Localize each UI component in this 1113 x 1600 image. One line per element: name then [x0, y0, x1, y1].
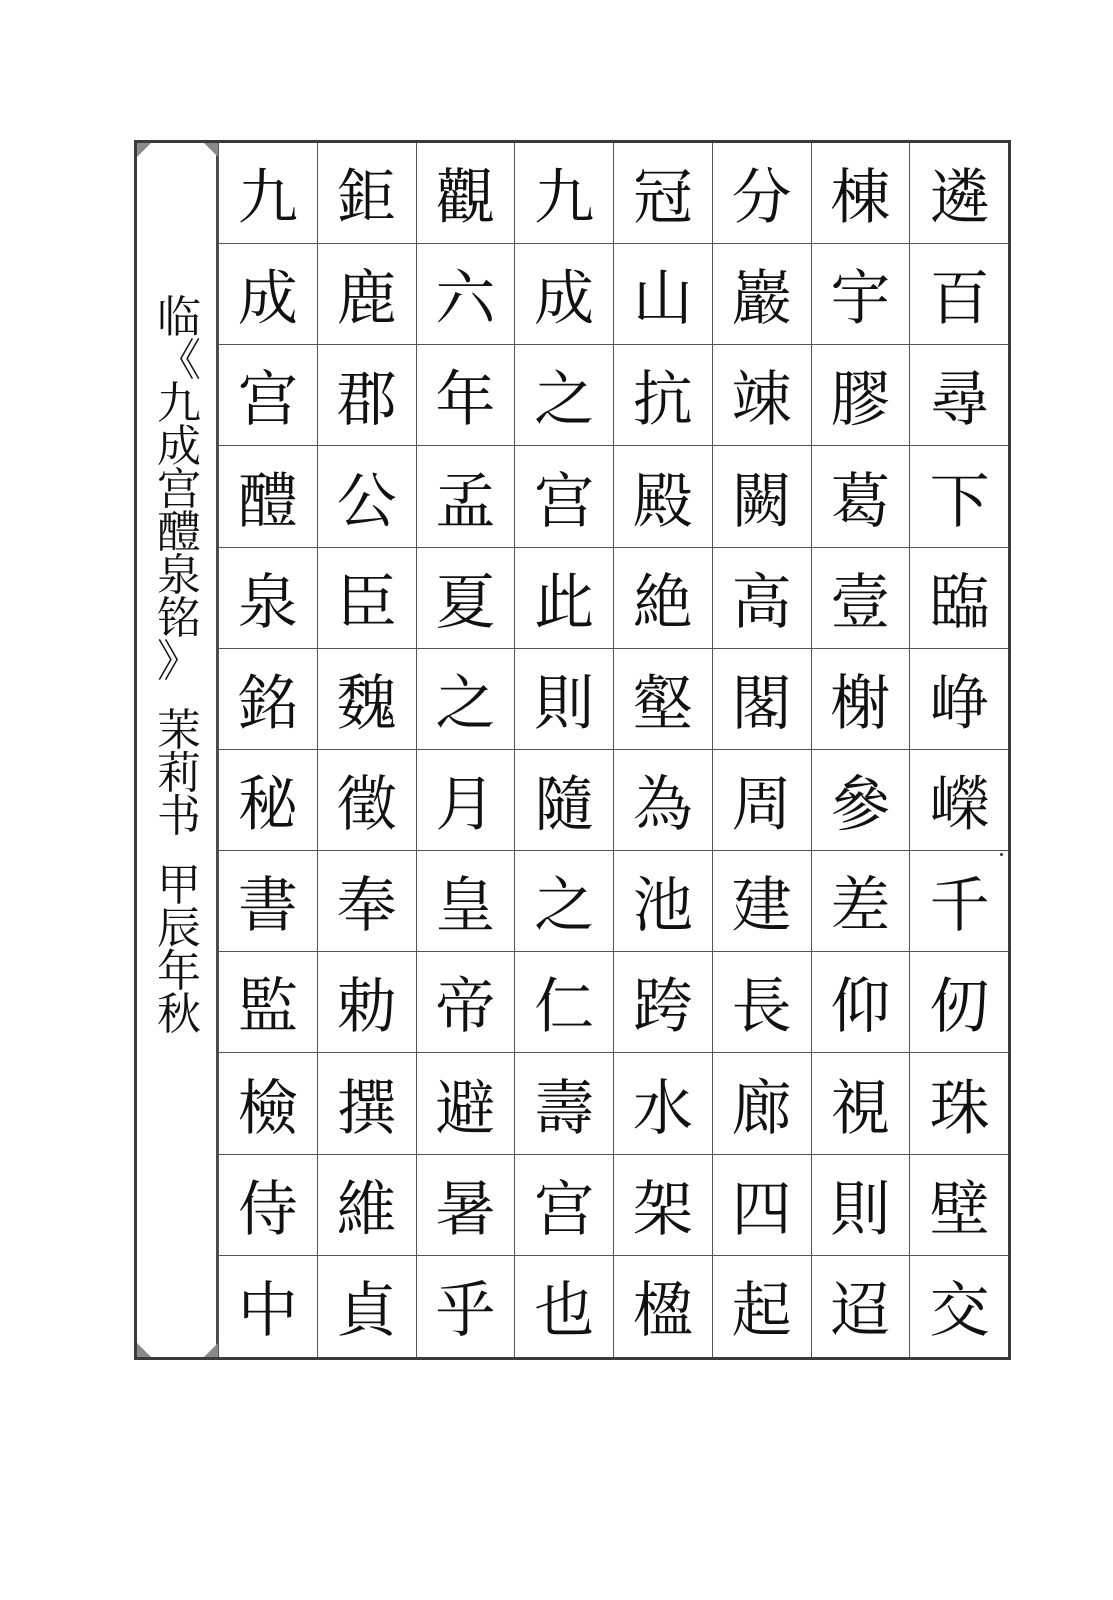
grid-cell: 壁: [910, 1155, 1009, 1256]
grid-cell: 九: [515, 143, 614, 244]
calligraphy-sheet: [134, 140, 1011, 1360]
grid-cell: 架: [614, 1155, 713, 1256]
grid-cell: 嶸: [910, 750, 1009, 851]
grid-cell: 則: [812, 1155, 911, 1256]
grid-cell: 公: [318, 446, 417, 547]
inscription-text: [148, 292, 210, 1040]
grid-cell: 闕: [713, 446, 812, 547]
grid-cell: 為: [614, 750, 713, 851]
grid-cell: 迢: [812, 1256, 911, 1357]
grid-cell: 差: [812, 851, 911, 952]
grid-cell: 周: [713, 750, 812, 851]
inscription-char: 醴: [157, 507, 201, 558]
grid-cell: 秘: [219, 750, 318, 851]
grid-cell: 維: [318, 1155, 417, 1256]
grid-cell: 年: [417, 345, 516, 446]
inscription-char: 辰: [157, 903, 201, 954]
grid-cell: 宫: [515, 1155, 614, 1256]
grid-cell: 鹿: [318, 244, 417, 345]
grid-cell: 楹: [614, 1256, 713, 1357]
grid-cell: 中: [219, 1256, 318, 1357]
grid-cell: 殿: [614, 446, 713, 547]
grid-cell: 交: [929, 1276, 990, 1347]
grid-cell: 觀: [417, 143, 516, 244]
grid-cell: 起: [713, 1256, 812, 1357]
grid-cell: 書: [219, 851, 318, 952]
grid-cell: 監: [219, 952, 318, 1053]
grid-cell: 抗: [614, 345, 713, 446]
grid-cell: 避: [417, 1053, 516, 1154]
inscription-char: 书: [157, 791, 201, 842]
grid-cell: 絶: [614, 548, 713, 649]
grid-cell: 孟: [417, 446, 516, 547]
grid-cell: 暑: [417, 1155, 516, 1256]
grid-cell: 之: [417, 649, 516, 750]
grid-cell: 池: [614, 851, 713, 952]
inscription-char: 泉: [157, 550, 201, 601]
grid-cell: 鉅: [318, 143, 417, 244]
inscription-column: [140, 146, 218, 1354]
grid-cell: 峥: [910, 649, 1009, 750]
grid-cell: 夏: [417, 548, 516, 649]
corner-ornament: [137, 1343, 151, 1357]
grid-cell: 檢: [219, 1053, 318, 1154]
grid-cell: 宇: [812, 244, 911, 345]
corner-ornament: [204, 143, 218, 157]
grid-cell: 壽: [515, 1053, 614, 1154]
grid-cell: 尋: [910, 345, 1009, 446]
grid-cell: 長: [713, 952, 812, 1053]
grid-cell: 皇: [417, 851, 516, 952]
grid-cell: 仞: [910, 952, 1009, 1053]
ink-dot: [1000, 853, 1003, 856]
grid-cell: 乎: [417, 1256, 516, 1357]
grid-cell: 棟: [812, 143, 911, 244]
inscription-char: 宫: [157, 464, 201, 515]
inscription-char: 莉: [157, 748, 201, 799]
grid-cell: 銘: [219, 649, 318, 750]
grid-cell: 貞: [318, 1256, 417, 1357]
grid-cell: 竦: [713, 345, 812, 446]
grid-cell: 仰: [812, 952, 911, 1053]
inscription-char: 茉: [157, 705, 201, 756]
grid-cell: 撰: [318, 1053, 417, 1154]
inscription-char: 》: [157, 636, 201, 687]
grid-cell: 下: [910, 446, 1009, 547]
grid-cell: 巖: [713, 244, 812, 345]
grid-cell: 隨: [515, 750, 614, 851]
inscription-char: 《: [157, 335, 201, 386]
grid-cell: 珠: [910, 1053, 1009, 1154]
inscription-char: 甲: [157, 860, 201, 911]
grid-cell: 也: [515, 1256, 614, 1357]
grid-cell: 勅: [318, 952, 417, 1053]
grid-cell: 水: [614, 1053, 713, 1154]
grid-cell: 帝: [417, 952, 516, 1053]
grid-cell: 冠: [614, 143, 713, 244]
grid-cell: 宫: [515, 446, 614, 547]
grid-cell: 跨: [614, 952, 713, 1053]
grid-cell: 視: [812, 1053, 911, 1154]
grid-cell: 侍: [219, 1155, 318, 1256]
grid-cell: 壹: [812, 548, 911, 649]
grid-cell: 四: [713, 1155, 812, 1256]
grid-cell: 山: [614, 244, 713, 345]
grid-cell: 月: [417, 750, 516, 851]
grid-cell: 此: [515, 548, 614, 649]
grid-cell: 膠: [812, 345, 911, 446]
grid-cell: 郡: [318, 345, 417, 446]
grid-cell: 分: [713, 143, 812, 244]
inscription-char: 临: [157, 292, 201, 343]
grid-cell: 廊: [713, 1053, 812, 1154]
grid-cell: 葛: [812, 446, 911, 547]
inscription-char: 成: [157, 421, 201, 472]
grid-cell: 高: [713, 548, 812, 649]
grid-cell: 榭: [812, 649, 911, 750]
grid-cell: 參: [812, 750, 911, 851]
grid-cell: 宫: [219, 345, 318, 446]
inscription-char: 铭: [157, 593, 201, 644]
grid-cell: 成: [219, 244, 318, 345]
grid-cell: 魏: [318, 649, 417, 750]
grid-cell: 奉: [318, 851, 417, 952]
grid-cell: 成: [515, 244, 614, 345]
grid-cell: 徵: [318, 750, 417, 851]
grid-cell: 臨: [910, 548, 1009, 649]
corner-ornament: [204, 1343, 218, 1357]
grid-cell: 千: [910, 851, 1009, 952]
grid-cell: 建: [713, 851, 812, 952]
grid-cell: 之: [515, 345, 614, 446]
grid-cell: 臣: [318, 548, 417, 649]
inscription-char: 年: [157, 946, 201, 997]
grid-cell: 之: [515, 851, 614, 952]
grid-cell: 仁: [515, 952, 614, 1053]
grid-cell: 則: [515, 649, 614, 750]
inscription-char: 秋: [157, 989, 201, 1040]
corner-ornament: [137, 143, 151, 157]
grid-cell: 九: [219, 143, 318, 244]
grid-cell: 醴: [219, 446, 318, 547]
grid-cell: 六: [417, 244, 516, 345]
grid-cell: 泉: [219, 548, 318, 649]
character-grid: [218, 143, 1009, 1357]
grid-cell: 閣: [713, 649, 812, 750]
inscription-char: 九: [157, 378, 201, 429]
grid-cell: 百: [910, 244, 1009, 345]
grid-cell: 壑: [614, 649, 713, 750]
grid-cell: 遴: [910, 143, 1009, 244]
